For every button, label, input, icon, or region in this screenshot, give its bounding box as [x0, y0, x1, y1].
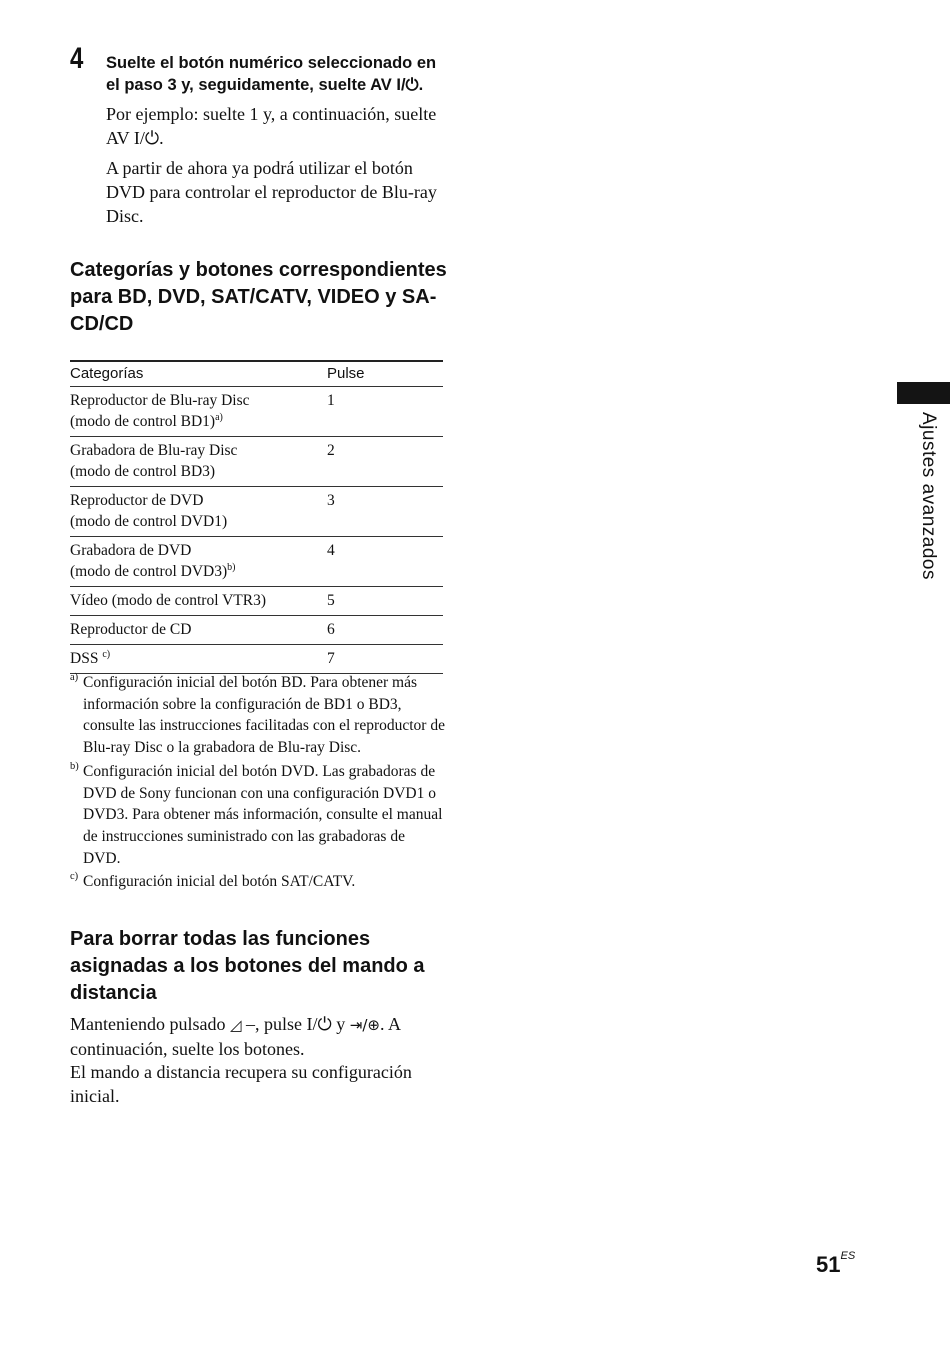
category-line1: Grabadora de Blu-ray Disc: [70, 442, 238, 459]
input-select-icon: ⇥/⊕: [349, 1016, 380, 1034]
category-cell: Vídeo (modo de control VTR3): [70, 587, 327, 616]
footnote-ref: b): [227, 561, 236, 573]
page-number: [816, 1252, 855, 1278]
footnote-b: [70, 761, 445, 870]
press-cell: 6: [327, 616, 443, 645]
footnote-a: [70, 672, 445, 759]
categories-table: [70, 360, 443, 674]
step-4: [70, 44, 450, 228]
press-cell: 5: [327, 587, 443, 616]
volume-icon: ◿: [229, 1016, 242, 1034]
category-cell: [70, 487, 327, 537]
column-header-category: Categorías: [70, 361, 327, 387]
category-cell: Reproductor de CD: [70, 616, 327, 645]
table-row: [70, 587, 443, 616]
category-line1: DSS: [70, 650, 103, 667]
category-line1: Reproductor de Blu-ray Disc: [70, 392, 250, 409]
section-heading-reset: Para borrar todas las funciones asignadas a los botones del mando a distancia: [70, 928, 425, 1004]
footnote-ref: c): [102, 648, 111, 660]
table-header-row: [70, 361, 443, 387]
step-title: Suelte el botón numérico seleccionado en el paso 3 y, seguidamente, suelte AV I/⏻.: [106, 54, 437, 94]
step-paragraph: Por ejemplo: suelte 1 y, a continuación, suelte AV I/⏻.: [106, 104, 437, 148]
footnote-text: Configuración inicial del botón DVD. Las grabadoras de DVD de Sony funcionan con una configuración DVD1 o DVD3. Para obtener más información, consulte el manual de instrucciones suministrado con las grabadoras de DVD.: [83, 762, 443, 867]
press-cell: 4: [327, 537, 443, 587]
category-line1: Grabadora de DVD: [70, 542, 192, 559]
text-run: . A continuación, suelte los botones.: [70, 1014, 400, 1059]
footnote-mark: a): [70, 672, 79, 683]
side-tab-label: Ajustes avanzados: [918, 412, 939, 580]
table-row: [70, 645, 443, 674]
category-line2: (modo de control DVD1): [70, 513, 228, 530]
press-cell: 2: [327, 437, 443, 487]
text-run: –, pulse I/⏻ y: [241, 1014, 350, 1034]
side-tab-marker: [897, 382, 950, 404]
footnotes: [70, 672, 445, 895]
footnote-c: [70, 871, 445, 893]
text-run: Manteniendo pulsado: [70, 1014, 230, 1034]
page-language-suffix: ES: [840, 1250, 856, 1262]
press-cell: 3: [327, 487, 443, 537]
footnote-mark: b): [70, 760, 79, 772]
reset-instructions: [70, 1013, 450, 1108]
table-row: [70, 537, 443, 587]
footnote-text: Configuración inicial del botón SAT/CATV.: [83, 873, 356, 891]
step-body: [106, 52, 450, 228]
table-row: [70, 487, 443, 537]
footnote-ref: a): [215, 411, 223, 423]
step-number: 4: [70, 42, 84, 75]
table-row: [70, 387, 443, 437]
table-row: [70, 616, 443, 645]
category-cell: [70, 537, 327, 587]
reset-paragraph-2: El mando a distancia recupera su configuración inicial.: [70, 1062, 412, 1106]
step-paragraph: A partir de ahora ya podrá utilizar el botón DVD para controlar el reproductor de Blu-ray Disc.: [106, 158, 437, 226]
page-number-value: 51: [816, 1252, 841, 1277]
reset-paragraph-1: [70, 1013, 450, 1061]
category-line1: Reproductor de DVD: [70, 492, 204, 509]
column-header-press: Pulse: [327, 361, 443, 387]
category-line2: (modo de control BD1): [70, 413, 216, 430]
category-line2: (modo de control BD3): [70, 463, 216, 480]
category-line2: (modo de control DVD3): [70, 563, 228, 580]
section-heading-categories: Categorías y botones correspondientes para BD, DVD, SAT/CATV, VIDEO y SA-CD/CD: [70, 259, 447, 335]
category-cell: [70, 387, 327, 437]
footnote-mark: c): [70, 871, 79, 883]
press-cell: 1: [327, 387, 443, 437]
footnote-text: Configuración inicial del botón BD. Para obtener más información sobre la configuración de BD1 o BD3, consulte las instrucciones facilitadas con el reproductor de Blu-ray Disc o la grabadora de Blu-ray Disc.: [83, 674, 445, 757]
press-cell: 7: [327, 645, 443, 674]
category-cell: [70, 645, 327, 674]
category-cell: [70, 437, 327, 487]
table-row: [70, 437, 443, 487]
